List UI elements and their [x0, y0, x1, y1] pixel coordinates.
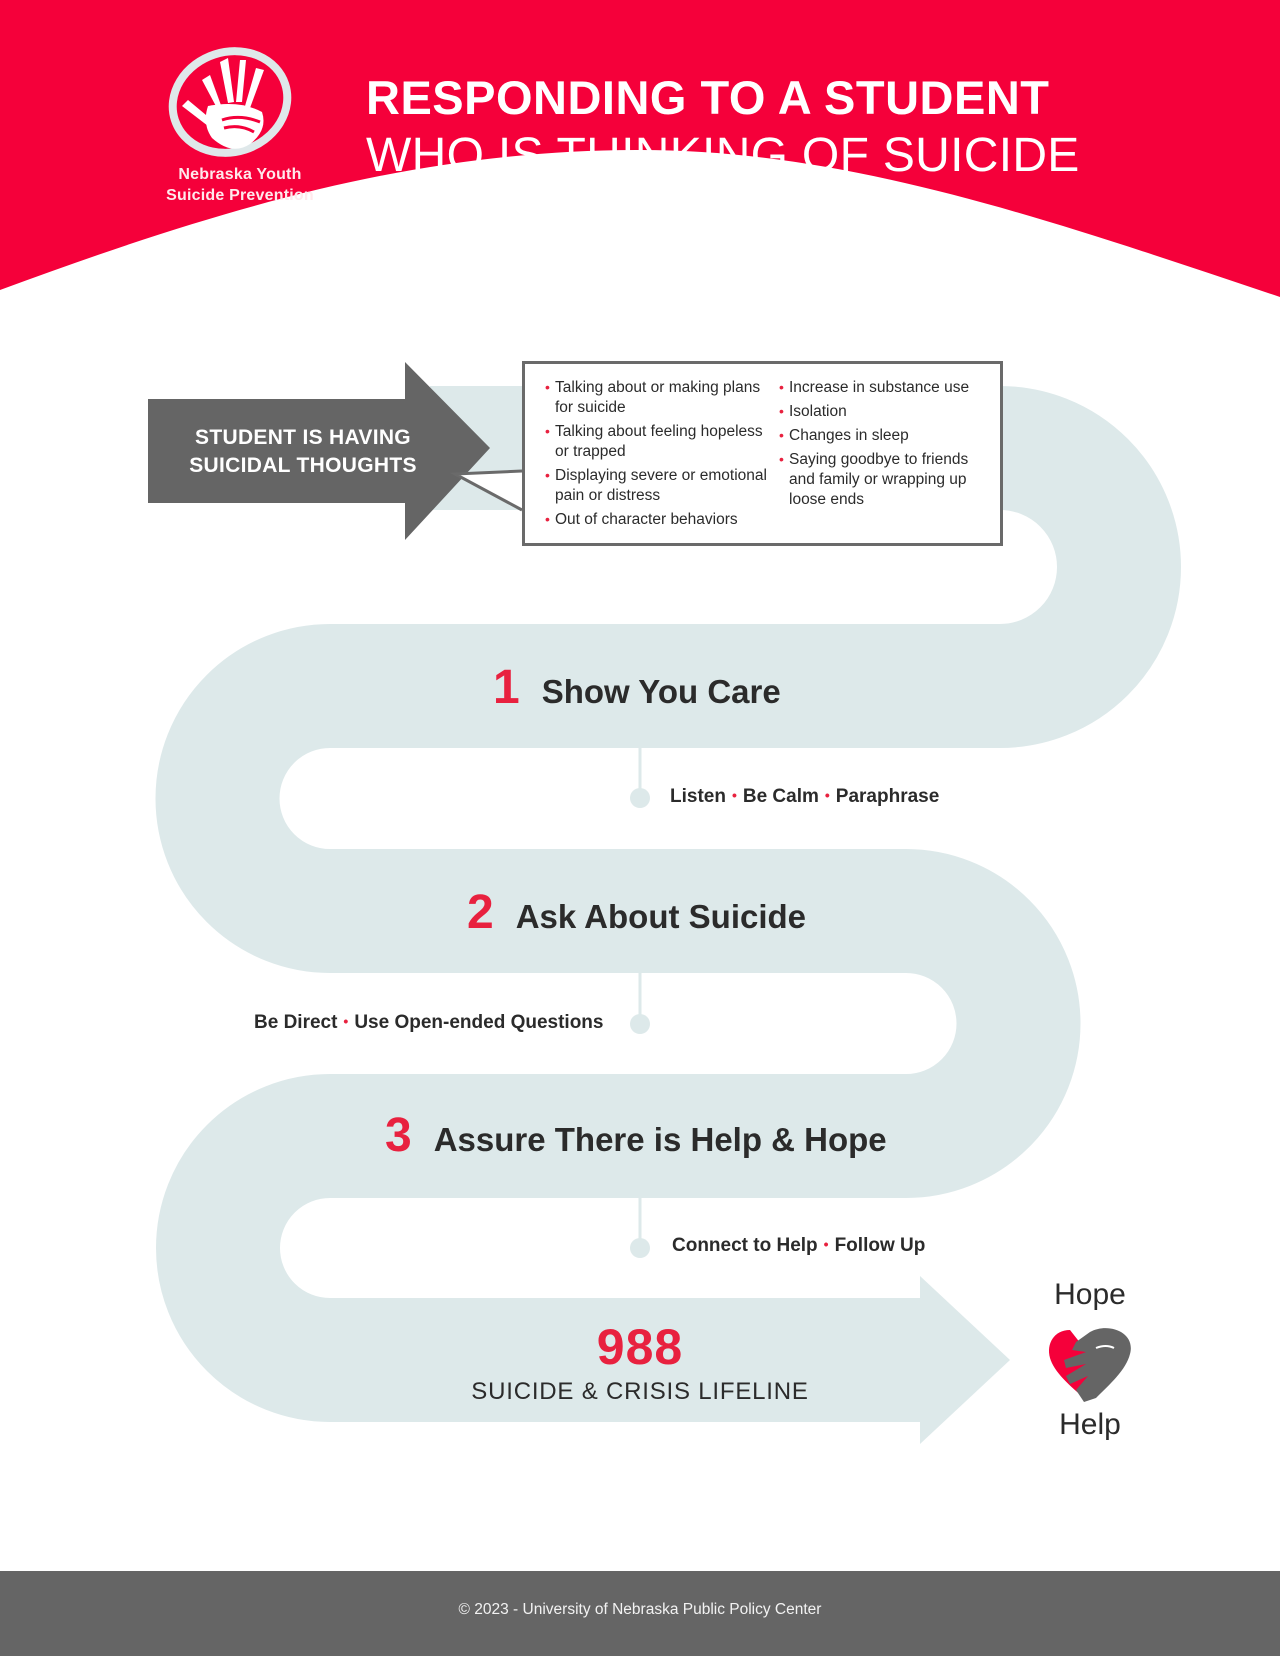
warning-sign-item: • Changes in sleep: [779, 426, 994, 446]
warning-sign-item: • Isolation: [779, 402, 994, 422]
step-2-heading: [467, 885, 806, 940]
page-title-line1: RESPONDING TO A STUDENT: [366, 71, 1050, 124]
warning-sign-item: • Talking about or making plans for suicide: [545, 378, 770, 418]
action-item: Use Open-ended Questions: [354, 1012, 604, 1033]
action-item: Be Direct: [254, 1012, 338, 1033]
org-name-line1: Nebraska Youth: [178, 166, 302, 183]
bullet-separator: •: [824, 787, 830, 803]
step-number: 2: [467, 886, 494, 939]
warning-sign-item: • Displaying severe or emotional pain or distress: [545, 466, 770, 506]
step-3-actions: [672, 1235, 925, 1257]
action-item: Be Calm: [742, 786, 819, 807]
warning-signs-column-2: [779, 378, 994, 514]
step-1-heading: [493, 660, 781, 715]
action-item: Listen: [670, 786, 726, 807]
footer: [0, 1571, 1280, 1656]
step-label: Ask About Suicide: [515, 898, 807, 935]
heart-hand-icon: [1040, 1318, 1140, 1408]
warning-signs-column-1: [545, 378, 770, 534]
lifeline-label: SUICIDE & CRISIS LIFELINE: [471, 1378, 809, 1405]
warning-sign-item: • Out of character behaviors: [545, 510, 770, 530]
page-title-line2: WHO IS THINKING OF SUICIDE: [366, 129, 1080, 182]
warning-sign-item: • Talking about feeling hopeless or trapped: [545, 422, 770, 462]
step-number: 3: [385, 1109, 412, 1162]
step-3-heading: [385, 1108, 887, 1163]
start-label-line1: STUDENT IS HAVING: [195, 426, 411, 449]
bullet-separator: •: [823, 1236, 829, 1252]
footer-copyright: © 2023 - University of Nebraska Public Policy Center: [458, 1601, 822, 1618]
lifeline-number: 988: [596, 1319, 684, 1375]
start-arrow: [148, 424, 458, 480]
step-label: Show You Care: [541, 673, 781, 710]
step-2-actions: [254, 1012, 603, 1034]
step-label: Assure There is Help & Hope: [433, 1121, 887, 1158]
warning-sign-item: • Increase in substance use: [779, 378, 994, 398]
hope-label: Hope: [1054, 1278, 1126, 1311]
warning-signs-callout: [522, 361, 1003, 546]
org-name-line2: Suicide Prevention: [166, 187, 314, 204]
bullet-separator: •: [731, 787, 737, 803]
bullet-separator: •: [343, 1013, 349, 1029]
step-number: 1: [493, 661, 520, 714]
help-label: Help: [1059, 1408, 1121, 1441]
action-item: Paraphrase: [835, 786, 940, 807]
action-item: Connect to Help: [672, 1235, 818, 1256]
warning-sign-item: • Saying goodbye to friends and family or wrapping up loose ends: [779, 450, 994, 510]
step-1-actions: [670, 786, 939, 808]
action-item: Follow Up: [834, 1235, 926, 1256]
start-label-line2: SUICIDAL THOUGHTS: [189, 454, 417, 477]
